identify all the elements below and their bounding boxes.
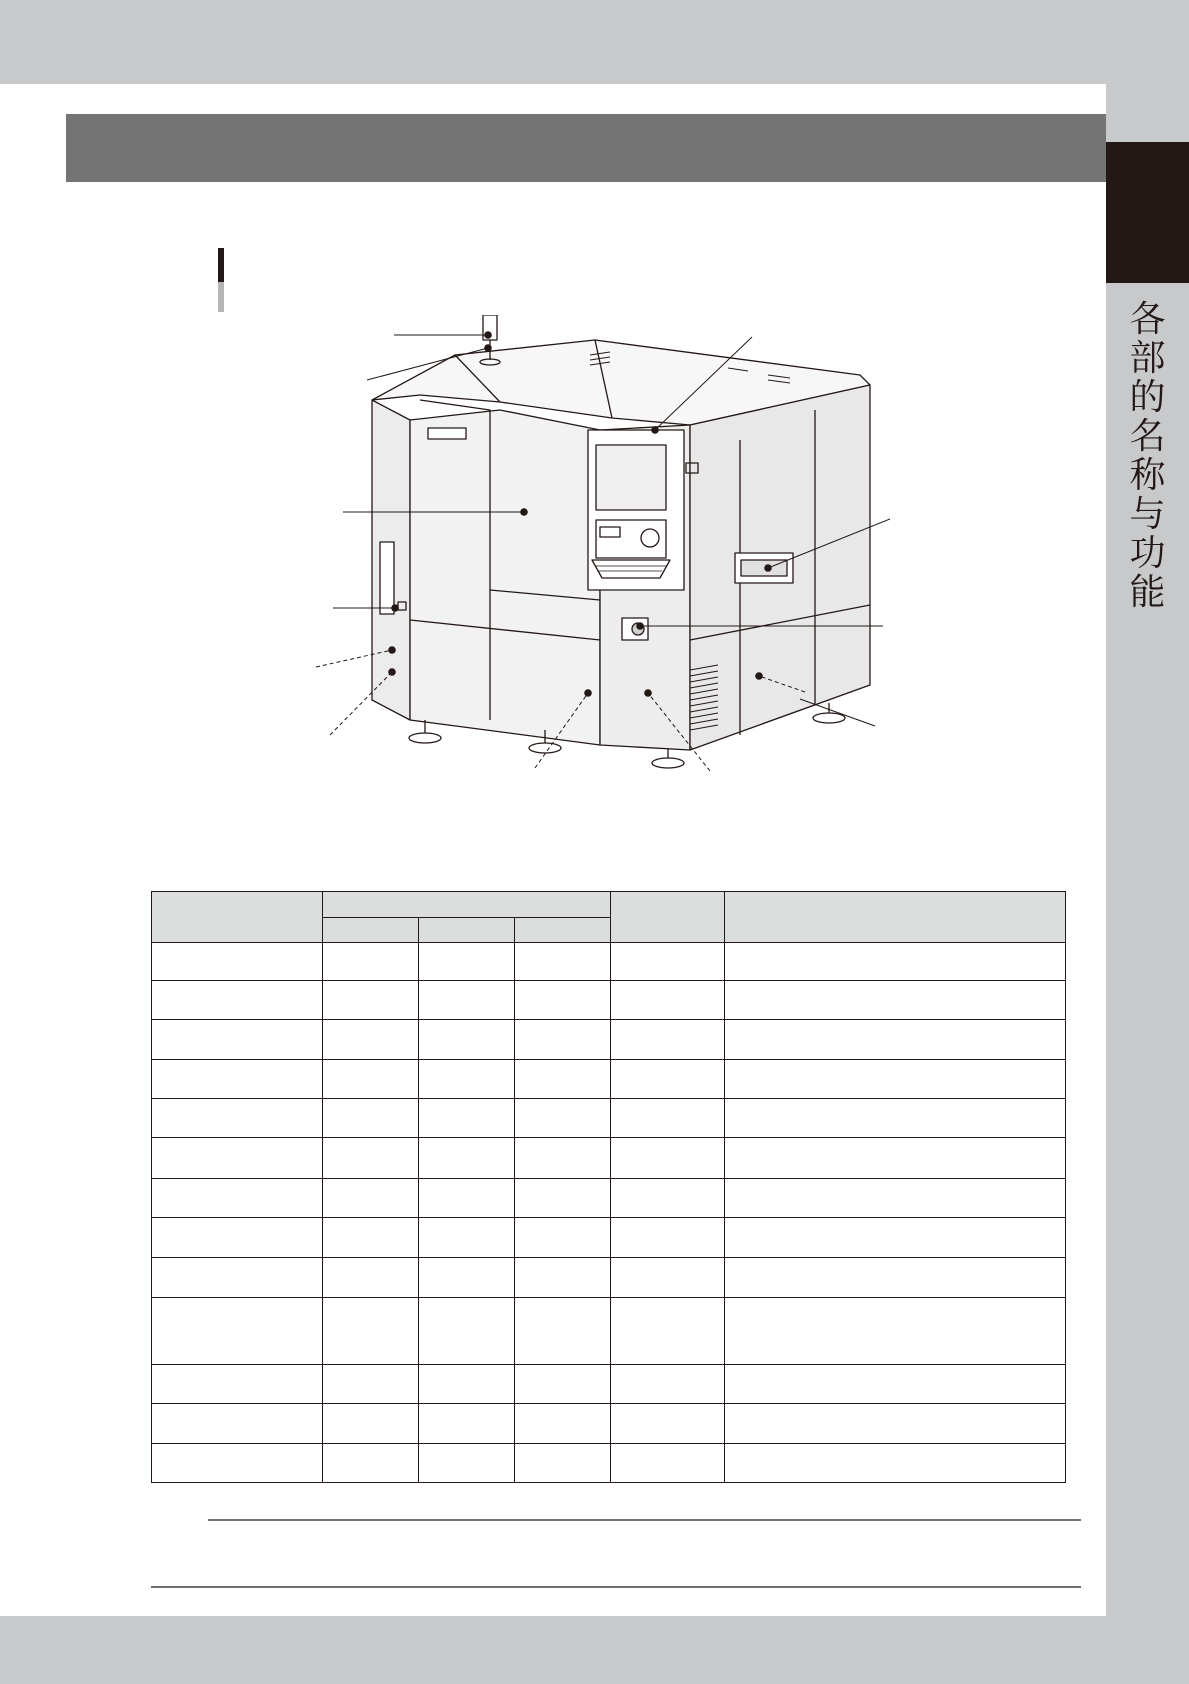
table-cell xyxy=(152,1218,323,1258)
table-cell xyxy=(323,1060,419,1099)
section-heading-marker xyxy=(218,248,224,312)
table-cell xyxy=(152,1060,323,1099)
table-cell xyxy=(152,981,323,1020)
table-cell xyxy=(725,1218,1066,1258)
table-cell xyxy=(611,1099,725,1138)
table-cell xyxy=(419,981,515,1020)
table-cell xyxy=(515,1404,611,1444)
table-cell xyxy=(515,943,611,981)
table-cell xyxy=(725,981,1066,1020)
table-cell xyxy=(515,1020,611,1060)
header-cell xyxy=(323,892,611,918)
table-row xyxy=(152,1298,1066,1365)
table-cell xyxy=(725,1020,1066,1060)
table-cell xyxy=(515,1444,611,1483)
table-cell xyxy=(725,943,1066,981)
side-title-char: 能 xyxy=(1129,572,1166,613)
table-cell xyxy=(419,1298,515,1365)
table-cell xyxy=(611,981,725,1020)
table-cell xyxy=(152,1138,323,1179)
table-cell xyxy=(152,1020,323,1060)
table-cell xyxy=(152,943,323,981)
table-row xyxy=(152,943,1066,981)
table-cell xyxy=(419,1218,515,1258)
table-cell xyxy=(611,1444,725,1483)
table-cell xyxy=(611,1298,725,1365)
table-cell xyxy=(725,1298,1066,1365)
table-cell xyxy=(323,1258,419,1298)
side-title-char: 与 xyxy=(1129,494,1166,535)
table-cell xyxy=(152,1179,323,1218)
side-title-char: 称 xyxy=(1129,455,1166,496)
table-cell xyxy=(152,1258,323,1298)
table-cell xyxy=(419,1099,515,1138)
table-cell xyxy=(725,1404,1066,1444)
table-cell xyxy=(611,1020,725,1060)
table-cell xyxy=(152,1365,323,1404)
table-cell xyxy=(611,1404,725,1444)
table-cell xyxy=(725,1060,1066,1099)
table-cell xyxy=(419,943,515,981)
note-top-rule xyxy=(208,1519,1081,1521)
table-cell xyxy=(419,1258,515,1298)
table-cell xyxy=(152,1099,323,1138)
header-subcell xyxy=(323,918,419,943)
table-cell xyxy=(515,1179,611,1218)
table-cell xyxy=(611,1060,725,1099)
table-cell xyxy=(725,1099,1066,1138)
header-cell xyxy=(152,892,323,943)
side-title-char: 名 xyxy=(1129,416,1166,457)
table-row xyxy=(152,1020,1066,1060)
table-cell xyxy=(419,1444,515,1483)
table-cell xyxy=(611,1218,725,1258)
table-cell xyxy=(725,1444,1066,1483)
table-cell xyxy=(419,1179,515,1218)
table-cell xyxy=(323,1404,419,1444)
table-cell xyxy=(323,1179,419,1218)
table-cell xyxy=(725,1365,1066,1404)
header-cell xyxy=(611,892,725,943)
table-cell xyxy=(611,1365,725,1404)
table-cell xyxy=(323,1020,419,1060)
table-cell xyxy=(323,1444,419,1483)
table-cell xyxy=(725,1179,1066,1218)
table-cell xyxy=(152,1404,323,1444)
chapter-side-title xyxy=(1106,300,1189,630)
header-subcell xyxy=(515,918,611,943)
table-cell xyxy=(611,1138,725,1179)
side-title-char: 的 xyxy=(1129,377,1166,418)
table-cell xyxy=(323,1099,419,1138)
table-cell xyxy=(419,1365,515,1404)
table-cell xyxy=(419,1060,515,1099)
table-row xyxy=(152,1138,1066,1179)
table-row xyxy=(152,1365,1066,1404)
table-cell xyxy=(323,1365,419,1404)
table-cell xyxy=(515,1258,611,1298)
header-cell xyxy=(725,892,1066,943)
table-cell xyxy=(152,1298,323,1365)
table-cell xyxy=(515,1365,611,1404)
table-row xyxy=(152,1099,1066,1138)
table-row xyxy=(152,1218,1066,1258)
chapter-side-tab[interactable] xyxy=(1106,142,1189,283)
table-row xyxy=(152,1060,1066,1099)
table-cell xyxy=(419,1404,515,1444)
table-cell xyxy=(725,1258,1066,1298)
table-cell xyxy=(323,943,419,981)
machine-illustration xyxy=(300,315,900,780)
table-cell xyxy=(515,1138,611,1179)
table-row xyxy=(152,981,1066,1020)
table-cell xyxy=(152,1444,323,1483)
table-cell xyxy=(515,981,611,1020)
chapter-header-band xyxy=(66,114,1106,182)
table-row xyxy=(152,1258,1066,1298)
table-cell xyxy=(419,1138,515,1179)
table-row xyxy=(152,1179,1066,1218)
table-cell xyxy=(323,1138,419,1179)
table-cell xyxy=(323,1298,419,1365)
table-cell xyxy=(515,1218,611,1258)
side-title-char: 各 xyxy=(1129,299,1166,340)
table-cell xyxy=(725,1138,1066,1179)
table-cell xyxy=(611,1179,725,1218)
table-cell xyxy=(323,1218,419,1258)
table-row xyxy=(152,1444,1066,1483)
side-title-char: 部 xyxy=(1129,338,1166,379)
header-subcell xyxy=(419,918,515,943)
table-row xyxy=(152,1404,1066,1444)
table-cell xyxy=(515,1060,611,1099)
parts-table-body xyxy=(152,943,1066,1483)
parts-table xyxy=(151,891,1066,1483)
table-cell xyxy=(323,981,419,1020)
table-cell xyxy=(611,943,725,981)
table-cell xyxy=(515,1099,611,1138)
note-bottom-rule xyxy=(151,1586,1081,1588)
table-cell xyxy=(419,1020,515,1060)
table-cell xyxy=(611,1258,725,1298)
side-title-char: 功 xyxy=(1129,533,1166,574)
table-cell xyxy=(515,1298,611,1365)
